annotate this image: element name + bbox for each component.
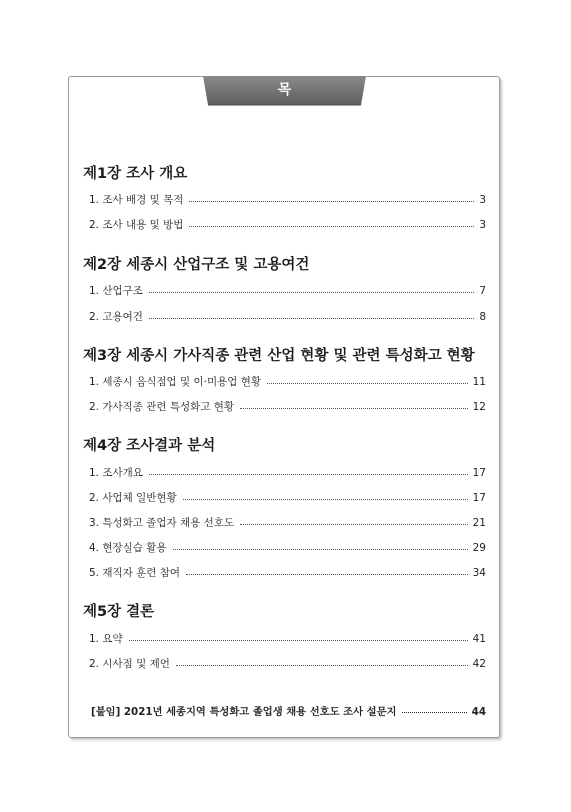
toc-entry-page: 11 [472,376,486,388]
toc-entry-1-1[interactable] [89,192,486,208]
dot-leader [267,383,468,384]
toc-entry-label: 2. 시사점 및 제언 [89,658,170,670]
toc-entry-label: 3. 특성화고 졸업자 채용 선호도 [89,517,235,529]
toc-entry-3-2[interactable] [89,399,486,415]
toc-entry-appendix[interactable] [91,703,486,719]
dot-leader [186,574,468,575]
toc-entry-page: 17 [472,467,486,479]
toc-entry-page: 29 [472,542,486,554]
toc-entry-label: 1. 세종시 음식점업 및 이·미용업 현황 [89,376,262,388]
dot-leader [183,499,468,500]
toc-entry-4-5[interactable] [89,565,486,581]
dot-leader [240,408,468,409]
toc-entry-5-1[interactable] [89,631,486,647]
appendix-page: 44 [471,706,486,718]
dot-leader [189,226,474,227]
toc-entry-page: 3 [479,219,486,231]
toc-entry-label: 2. 사업체 일반현황 [89,492,177,504]
toc-entry-4-1[interactable] [89,465,486,481]
dot-leader [173,549,468,550]
dot-leader [149,292,474,293]
toc-entry-page: 3 [479,194,486,206]
chapter-4-title: 제4장 조사결과 분석 [83,438,216,454]
appendix-label: [붙임] 2021년 세종지역 특성화고 졸업생 채용 선호도 조사 설문지 [91,706,397,718]
toc-entry-page: 42 [472,658,486,670]
toc-entry-page: 12 [472,401,486,413]
dot-leader [149,318,474,319]
toc-entry-label: 4. 현장실습 활용 [89,542,167,554]
toc-entry-5-2[interactable] [89,656,486,672]
chapter-2-title: 제2장 세종시 산업구조 및 고용여건 [83,257,310,273]
toc-entry-3-1[interactable] [89,374,486,390]
toc-entry-page: 34 [472,567,486,579]
dot-leader [189,201,474,202]
toc-entry-label: 1. 조사 배경 및 목적 [89,194,184,206]
toc-entry-page: 8 [479,311,486,323]
toc-entry-1-2[interactable] [89,217,486,233]
dot-leader [240,524,468,525]
toc-entry-label: 1. 요약 [89,633,123,645]
toc-entry-label: 1. 조사개요 [89,467,143,479]
toc-entry-page: 41 [472,633,486,645]
toc-frame [68,76,500,738]
chapter-1-title: 제1장 조사 개요 [83,166,188,182]
dot-leader [176,665,468,666]
toc-entry-2-2[interactable] [89,309,486,325]
dot-leader [402,712,466,713]
toc-entry-label: 1. 산업구조 [89,285,143,297]
toc-entry-label: 2. 고용여건 [89,311,143,323]
chapter-5-title: 제5장 결론 [83,604,155,620]
toc-entry-page: 21 [472,517,486,529]
toc-entry-4-2[interactable] [89,490,486,506]
dot-leader [129,640,468,641]
toc-entry-4-3[interactable] [89,515,486,531]
dot-leader [149,474,468,475]
toc-entry-label: 2. 조사 내용 및 방법 [89,219,184,231]
toc-entry-page: 17 [472,492,486,504]
toc-entry-label: 5. 재직자 훈련 참여 [89,567,181,579]
toc-entry-4-4[interactable] [89,540,486,556]
toc-entry-label: 2. 가사직종 관련 특성화고 현황 [89,401,235,413]
toc-title-tab [203,76,366,126]
page-title: 목 차 [258,82,330,126]
chapter-3-title: 제3장 세종시 가사직종 관련 산업 현황 및 관련 특성화고 현황 [83,348,475,364]
toc-entry-2-1[interactable] [89,283,486,299]
toc-entry-page: 7 [479,285,486,297]
